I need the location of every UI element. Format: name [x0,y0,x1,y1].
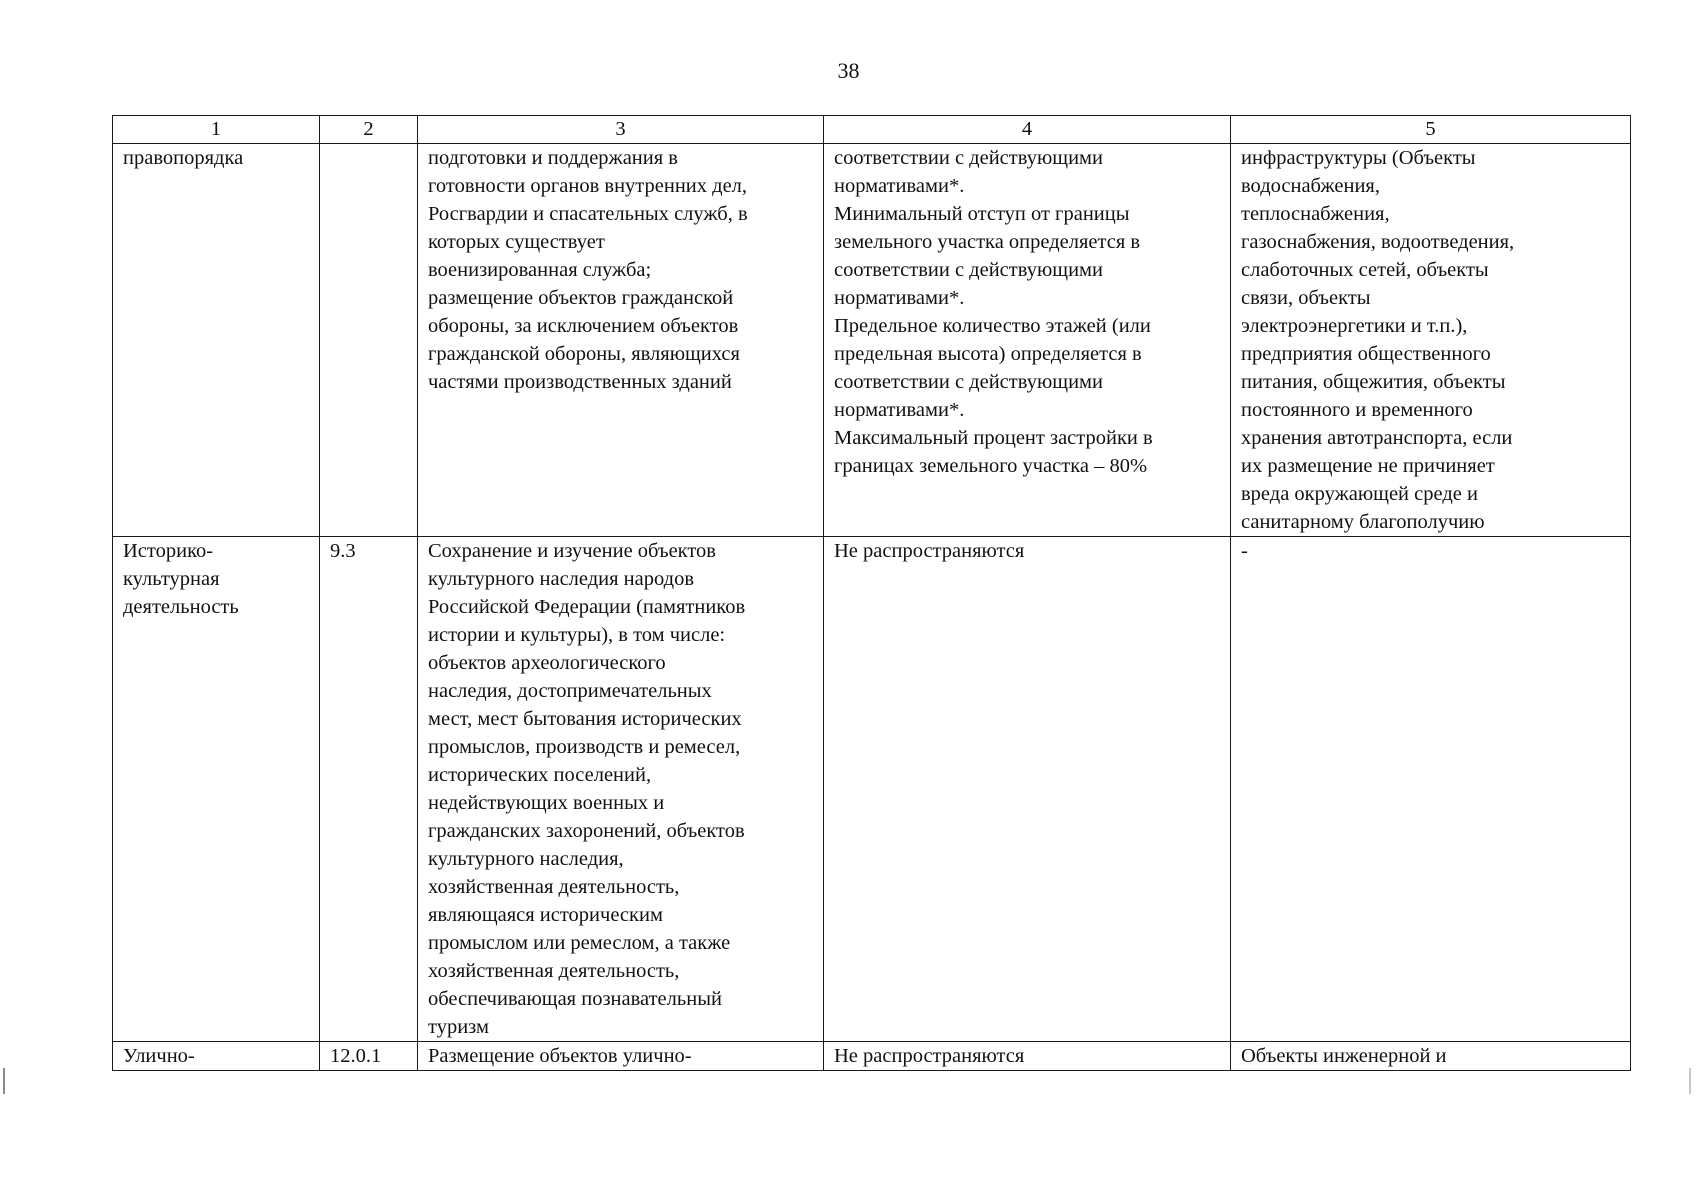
zoning-table [112,115,1631,1071]
use-code-cell: 12.0.1 [320,1042,418,1071]
parameters-cell: соответствии с действующими нормативами*. Минимальный отступ от границы земельного участка определяется в соответствии с действующими нормативами*. Предельное количество этажей (или предельная высота) определяется в соответствии с действующими нормативами*. Максимальный процент застройки в границах земельного участка – 80% [824,144,1231,537]
parameters-cell: Не распространяются [824,1042,1231,1071]
use-type-cell: правопорядка [113,144,320,537]
use-description-cell: подготовки и поддержания в готовности органов внутренних дел, Росгвардии и спасательных служб, в которых существует военизированная служба; размещение объектов гражданской обороны, за исключением объектов гражданской обороны, являющихся частями производственных зданий [418,144,824,537]
header-row [113,116,1631,144]
table-row [113,1042,1631,1071]
table-row [113,537,1631,1042]
column-header-4: 4 [824,116,1231,144]
table-row [113,144,1631,537]
column-header-1: 1 [113,116,320,144]
auxiliary-uses-cell: - [1231,537,1631,1042]
column-header-3: 3 [418,116,824,144]
scan-edge-mark [1689,1068,1691,1094]
column-header-2: 2 [320,116,418,144]
use-code-cell [320,144,418,537]
use-description-cell: Сохранение и изучение объектов культурного наследия народов Российской Федерации (памятников истории и культуры), в том числе: объектов археологического наследия, достопримечательных мест, мест бытования исторических промыслов, производств и ремесел, исторических поселений, недействующих военных и гражданских захоронений, объектов культурного наследия, хозяйственная деятельность, являющаяся историческим промыслом или ремеслом, а также хозяйственная деятельность, обеспечивающая познавательный туризм [418,537,824,1042]
page-number: 38 [837,58,860,83]
use-code-cell: 9.3 [320,537,418,1042]
auxiliary-uses-cell: Объекты инженерной и [1231,1042,1631,1071]
use-description-cell: Размещение объектов улично- [418,1042,824,1071]
auxiliary-uses-cell: инфраструктуры (Объекты водоснабжения, теплоснабжения, газоснабжения, водоотведения, слаботочных сетей, объекты связи, объекты электроэнергетики и т.п.), предприятия общественного питания, общежития, объекты постоянного и временного хранения автотранспорта, если их размещение не причиняет вреда окружающей среде и санитарному благополучию [1231,144,1631,537]
scan-edge-mark [3,1068,5,1094]
use-type-cell: Улично- [113,1042,320,1071]
use-type-cell: Историко- культурная деятельность [113,537,320,1042]
column-header-5: 5 [1231,116,1631,144]
parameters-cell: Не распространяются [824,537,1231,1042]
